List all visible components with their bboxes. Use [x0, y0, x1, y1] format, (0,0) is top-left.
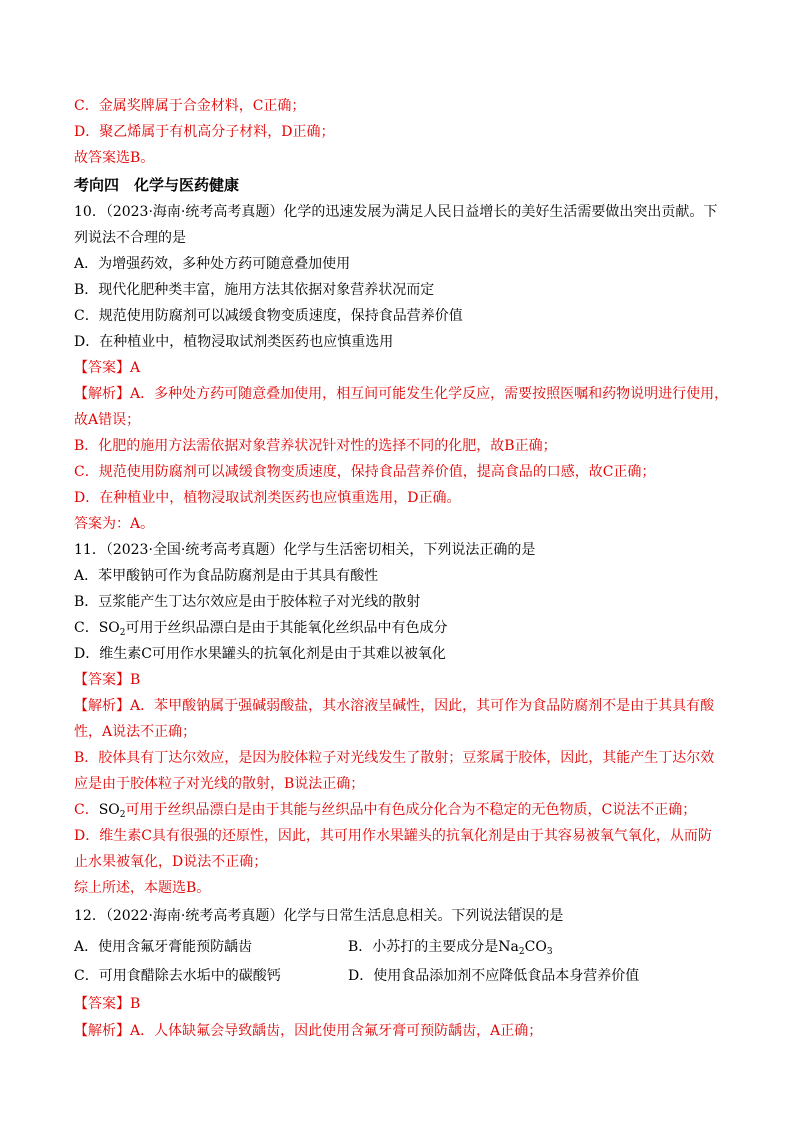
q12-option-d: D．使用食品添加剂不应降低食品本身营养价值 — [348, 968, 640, 984]
q11-option-b: B．豆浆能产生丁达尔效应是由于胶体粒子对光线的散射 — [74, 594, 421, 610]
prev-explanation-c: C．金属奖牌属于合金材料，C正确； — [74, 98, 306, 114]
q11-explanation-line2: 性，A说法不正确； — [74, 724, 197, 740]
so2-formula: $SO_2$ — [98, 620, 126, 638]
q11-explanation-line5 — [74, 801, 696, 819]
q12-answer: 【答案】B — [74, 996, 141, 1012]
section-title: 考向四 化学与医药健康 — [74, 176, 240, 194]
q12-option-b — [348, 938, 553, 956]
q10-option-a: A．为增强药效，多种处方药可随意叠加使用 — [74, 256, 351, 272]
q10-answer: 【答案】A — [74, 360, 141, 376]
q11-explanation-line4: 应是由于胶体粒子对光线的散射，B说法正确； — [74, 776, 365, 792]
q11-option-c — [74, 619, 448, 637]
q10-explanation-line6: 答案为：A。 — [74, 516, 155, 532]
q12-stem-suffix: 的是 — [535, 908, 564, 924]
q11-explanation-c-prefix: C． — [74, 802, 99, 818]
q10-option-c: C．规范使用防腐剂可以减缓食物变质速度，保持食品营养价值 — [74, 308, 463, 324]
q12-stem-prefix: 12．（2022·海南·统考高考真题）化学与日常生活息息相关。下列说法 — [74, 908, 508, 924]
q10-explanation-line5: D．在种植业中，植物浸取试剂类医药也应慎重选用，D正确。 — [74, 490, 461, 506]
q11-explanation-line1: 【解析】A．苯甲酸钠属于强碱弱酸盐，其水溶液呈碱性，因此，其可作为食品防腐剂不是由于其具有酸 — [74, 698, 715, 714]
q12-option-c: C．可用食醋除去水垢中的碳酸钙 — [74, 968, 281, 984]
q10-stem-line1: 10．（2023·海南·统考高考真题）化学的迅速发展为满足人民日益增长的美好生活需要做出突出贡献。下 — [74, 204, 718, 220]
so2-formula: $SO_2$ — [98, 802, 126, 820]
q12-option-a: A．使用含氟牙膏能预防龋齿 — [74, 939, 253, 955]
q12-explanation-line1: 【解析】A．人体缺氟会导致龋齿，因此使用含氟牙膏可预防龋齿，A正确； — [74, 1023, 543, 1039]
q11-option-d: D．维生素C可用作水果罐头的抗氧化剂是由于其难以被氧化 — [74, 646, 446, 662]
q11-explanation-c-text: 可用于丝织品漂白是由于其能与丝织品中有色成分化合为不稳定的无色物质，C说法不正确； — [125, 802, 697, 818]
prev-explanation-d: D．聚乙烯属于有机高分子材料，D正确； — [74, 124, 335, 140]
q11-stem: 11．（2023·全国·统考高考真题）化学与生活密切相关，下列说法正确的是 — [74, 542, 536, 558]
q11-explanation-line6: D．维生素C具有很强的还原性，因此，其可用作水果罐头的抗氧化剂是由于其容易被氧气氧化，从而防 — [74, 828, 712, 844]
prev-answer-summary: 故答案选B。 — [74, 150, 155, 166]
q11-explanation-line8: 综上所述，本题选B。 — [74, 880, 211, 896]
q12-stem — [74, 907, 563, 925]
q10-stem-line2: 列说法不合理的是 — [74, 230, 186, 246]
q12-option-b-text: B．小苏打的主要成分是 — [348, 939, 499, 955]
q10-explanation-line3: B．化肥的施用方法需依据对象营养状况针对性的选择不同的化肥，故B正确； — [74, 438, 557, 454]
q10-option-d: D．在种植业中，植物浸取试剂类医药也应慎重选用 — [74, 334, 394, 350]
q11-answer: 【答案】B — [74, 672, 141, 688]
q11-explanation-line7: 止水果被氧化，D说法不正确； — [74, 854, 268, 870]
q10-explanation-line4: C．规范使用防腐剂可以减缓食物变质速度，保持食品营养价值，提高食品的口感，故C正确； — [74, 464, 656, 480]
emphasis-marked-word: · · 错误 — [507, 908, 535, 924]
q11-explanation-line3: B．胶体具有丁达尔效应，是因为胶体粒子对光线发生了散射；豆浆属于胶体，因此，其能产生丁达尔效 — [74, 750, 715, 766]
q11-option-a: A．苯甲酸钠可作为食品防腐剂是由于其具有酸性 — [74, 568, 379, 584]
q10-explanation-line2: 故A错误； — [74, 412, 141, 428]
q11-option-c-text: 可用于丝织品漂白是由于其能氧化丝织品中有色成分 — [125, 620, 448, 636]
na2co3-formula: $Na_2CO_3$ — [498, 939, 553, 957]
q11-option-c-prefix: C． — [74, 620, 99, 636]
q10-explanation-line1: 【解析】A．多种处方药可随意叠加使用，相互间可能发生化学反应，需要按照医嘱和药物说明进行使用， — [74, 386, 729, 402]
q10-option-b: B．现代化肥种类丰富，施用方法其依据对象营养状况而定 — [74, 282, 435, 298]
